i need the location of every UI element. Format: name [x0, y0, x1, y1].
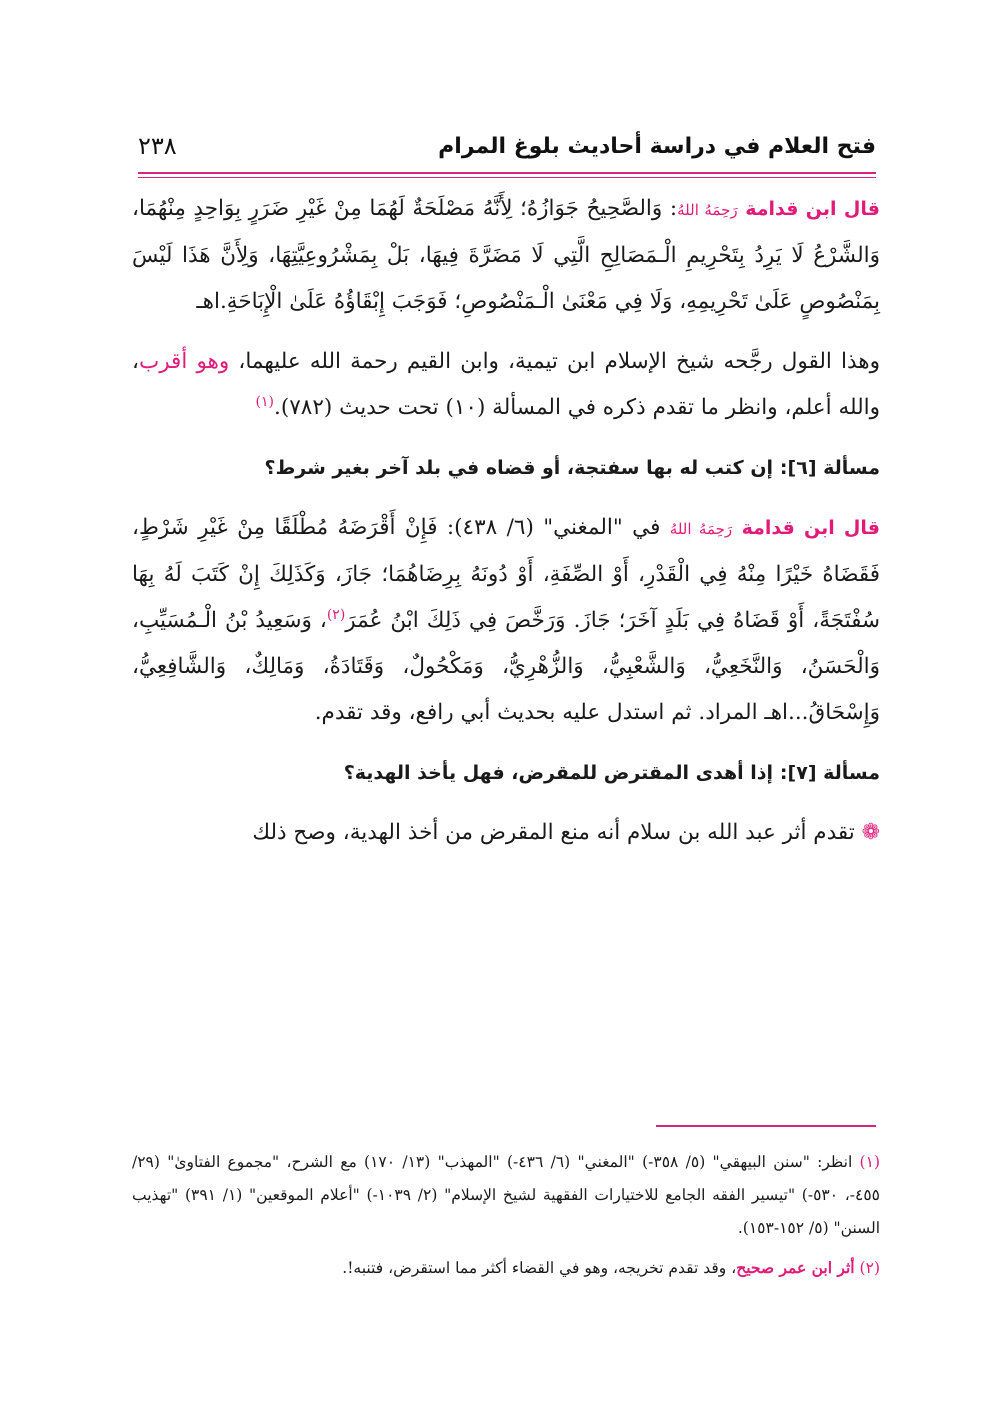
paragraph-ibn-qudama-2 [132, 505, 880, 736]
footnote-highlight: أثر ابن عمر صحيح [736, 1258, 855, 1277]
page-number: ٢٣٨ [138, 132, 177, 160]
footnote-text: انظر: "سنن البيهقي" (٥/ ٣٥٨-) "المغني" (٦/ ٤٣٦-) "المهذب" (١٣/ ١٧٠) مع الشرح، "مجموع الفتاوىٰ" (٢٩/ ٤٥٥-، ٥٣٠-) "تيسير الفقه الجامع للاختيارات الفقهية لشيخ الإسلام" (٢/ ١٠٣٩-) "أعلام الموقعين" (١/ ٣٩١) "تهذيب السنن" (٥/ ١٥٢-١٥٣). [132, 1153, 881, 1237]
honorific: رَحِمَهُ اللهُ [669, 520, 733, 538]
speaker-label: قال ابن قدامة [741, 517, 880, 539]
page-header [138, 128, 876, 164]
speaker-label: قال ابن قدامة [745, 198, 880, 220]
footnote-number: (٢) [859, 1259, 880, 1277]
footnote-ref-2[interactable]: (٢) [326, 606, 346, 623]
header-rule-thin [138, 177, 876, 178]
quote-text-cont: ، وَسَعِيدُ بْنُ الْـمُسَيِّبِ، وَالْحَسَنُ، وَالنَّخَعِيُّ، وَالشَّعْبِيُّ، وَالزُّهْرِيُّ، وَمَكْحُولٌ، وَقَتَادَةُ، وَمَالِكٌ، وَالشَّافِعِيُّ، وَإِسْحَاقُ...اهـ المراد. ثم استدل عليه بحديث أبي رافع، وقد تقدم. [132, 608, 880, 725]
footnote-1 [132, 1146, 880, 1245]
footnote-number: (١) [859, 1153, 880, 1171]
footnote-separator [656, 1125, 876, 1127]
footnote-2 [132, 1251, 880, 1285]
footnote-ref-1[interactable]: (١) [255, 393, 275, 410]
main-text [132, 186, 880, 870]
issue-title: إن كتب له بها سفتجة، أو قضاه في بلد آخر بغير شرط؟ [264, 457, 774, 479]
issue-heading-7 [132, 750, 880, 796]
issue-label: مسألة [٧]: [779, 762, 880, 784]
opinion-text-cont: ، والله أعلم، وانظر ما تقدم ذكره في المسألة (١٠) تحت حديث (٧٨٢). [132, 349, 880, 420]
footnote-text: ، وقد تقدم تخريجه، وهو في القضاء أكثر مما استقرض، فتنبه!. [342, 1259, 737, 1277]
honorific: رَحِمَهُ اللهُ [677, 201, 738, 219]
issue-label: مسألة [٦]: [779, 457, 880, 479]
issue-title: إذا أهدى المقترض للمقرض، فهل يأخذ الهدية؟ [343, 762, 774, 784]
issue-heading-6 [132, 445, 880, 491]
preferred-opinion: وهو أقرب [138, 349, 230, 374]
flower-bullet-icon: ❁ [861, 820, 880, 845]
book-title: فتح العلام في دراسة أحاديث بلوغ المرام [438, 133, 876, 159]
gift-text: تقدم أثر عبد الله بن سلام أنه منع المقرض من أخذ الهدية، وصح ذلك [252, 820, 862, 845]
header-rule [138, 172, 876, 174]
opinion-text: وهذا القول رجَّحه شيخ الإسلام ابن تيمية، وابن القيم رحمة الله عليهما، [229, 349, 880, 374]
paragraph-opinion [132, 339, 880, 431]
footnotes [132, 1146, 880, 1291]
quote-text: : وَالصَّحِيحُ جَوَازُهُ؛ لِأَنَّهُ مَصْلَحَةٌ لَهُمَا مِنْ غَيْرِ ضَرَرٍ بِوَاحِدٍ مِنْهُمَا، وَالشَّرْعُ لَا يَرِدُ بِتَحْرِيمِ الْـمَصَالِحِ الَّتِي لَا مَضَرَّةَ فِيهَا، بَلْ بِمَشْرُوعِيَّتِهَا، وَلِأَنَّ هَذَا لَيْسَ بِمَنْصُوصٍ عَلَىٰ تَحْرِيمِهِ، وَلَا فِي مَعْنَىٰ الْـمَنْصُوصِ؛ فَوَجَبَ إِبْقَاؤُهُ عَلَىٰ الْإِبَاحَةِ.اهـ [132, 196, 880, 314]
paragraph-ibn-qudama-1 [132, 186, 880, 325]
paragraph-gift [132, 810, 880, 856]
quote-text: في "المغني" (٦/ ٤٣٨): فَإِنْ أَقْرَضَهُ مُطْلَقًا مِنْ غَيْرِ شَرْطٍ، فَقَضَاهُ خَيْرًا مِنْهُ فِي الْقَدْرِ، أَوْ الصِّفَةِ، أَوْ دُونَهُ بِرِضَاهُمَا؛ جَازَ، وَكَذَلِكَ إِنْ كَتَبَ لَهُ بِهَا سُفْتَجَةً، أَوْ قَضَاهُ فِي بَلَدٍ آخَرَ؛ جَازَ. وَرَخَّصَ فِي ذَلِكَ ابْنُ عُمَرَ [132, 515, 880, 633]
